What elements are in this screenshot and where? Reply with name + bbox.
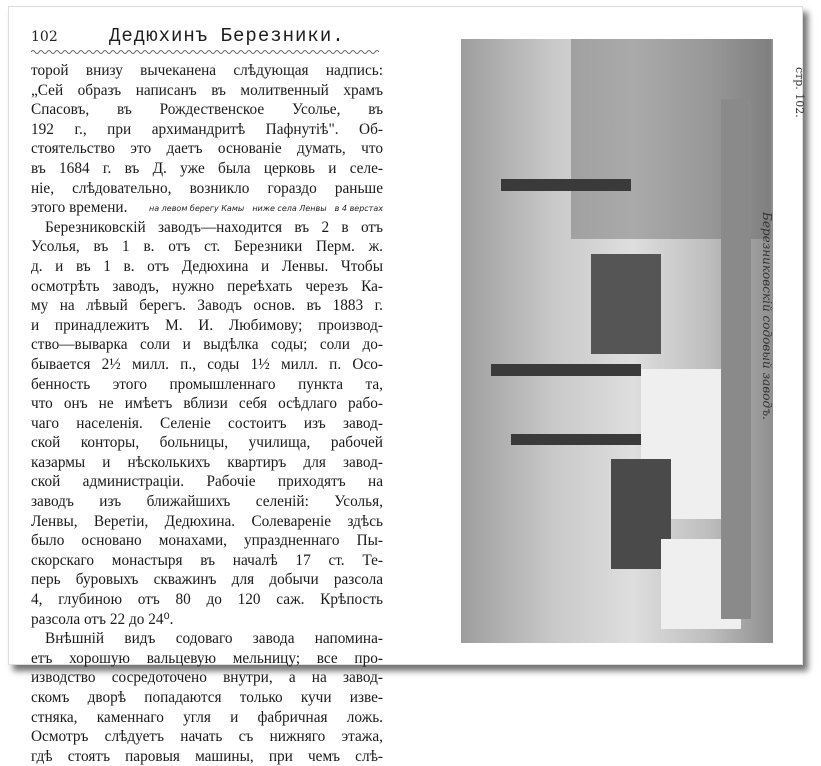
text-line: этого времени.	[31, 199, 128, 217]
text-line: разсола отъ 22 до 24⁰.	[31, 610, 174, 628]
text-line: „Сей образъ написанъ въ молитвенный храмъ	[31, 81, 383, 99]
book-page	[8, 6, 806, 765]
handwritten-note: на левом берегу Камы	[149, 204, 245, 213]
text-line: въ 1684 г. въ Д. уже была церковь и селе-	[31, 159, 383, 177]
text-line: заводъ изъ ближайшихъ селеній: Усолья,	[31, 493, 383, 511]
text-line: чаго населенія. Селеніе состоитъ изъ завод-	[31, 414, 383, 432]
text-line: было основано монахами, упраздненнаго Пы-	[31, 532, 383, 550]
text-line: что онъ не имѣетъ вблизи себя осѣдлаго рабо-	[31, 395, 383, 413]
text-line: Березниковскій заводъ—находится въ 2 в отъ	[45, 218, 383, 236]
handwritten-note: ниже села Ленвы	[252, 204, 327, 213]
text-line: ніе, слѣдовательно, возникло гораздо раньше	[31, 179, 383, 197]
text-line: му на лѣвый берегъ. Заводъ основ. въ 1883 г.	[31, 297, 383, 315]
page-number: 102	[31, 29, 58, 45]
text-line: Спасовъ, въ Рождественское Усолье, въ	[31, 101, 383, 119]
handwritten-note: в 4 верстах	[334, 204, 383, 213]
text-line: скорскаго монастыря въ началѣ 17 ст. Те-	[31, 551, 383, 569]
text-line: 4, глубиною отъ 80 до 120 саж. Крѣпость	[31, 591, 383, 609]
text-line: бывается 2½ милл. п., соды 1½ милл. п. Осо-	[31, 355, 383, 373]
text-line: осмотрѣть заводъ, нужно переѣхать черезъ Ка-	[31, 277, 383, 295]
running-title: Дедюхинъ Березники.	[109, 25, 345, 47]
text-line: бенность этого промышленнаго пункта та,	[31, 375, 383, 393]
text-line: торой внизу вычеканена слѣдующая надпись:	[31, 62, 383, 79]
text-line: Внѣшній видъ содоваго завода напомина-	[45, 630, 383, 648]
text-line: ской администраціи. Рабочіе приходятъ на	[31, 473, 383, 491]
factory-photograph	[461, 39, 773, 643]
handwritten-notes	[149, 204, 383, 214]
plate-caption: Березниковскій содовый заводъ.	[760, 212, 774, 420]
text-line: Осмотръ слѣдуетъ начать съ нижняго этажа,	[31, 728, 383, 746]
text-line: Усолья, въ 1 в. отъ ст. Березники Перм. ж.	[31, 238, 383, 256]
text-line: скомъ дворѣ попадаются только кучи изве-	[31, 689, 383, 706]
text-line: ской конторы, больницы, училища, рабочей	[31, 434, 383, 452]
text-line: стняка, каменнаго угля и фабричная ложь.	[31, 708, 383, 726]
body-text-column	[31, 61, 383, 766]
text-line: изводство сосредоточено внутри, а на завод-	[31, 669, 383, 687]
text-line: 192 г., при архимандритѣ Пафнутіѣ". Об-	[31, 120, 383, 138]
text-line: ство—выварка соли и выдѣлка соды; соли до-	[31, 336, 383, 354]
text-line: Ленвы, Веретіи, Дедюхина. Солевареніе здѣсь	[31, 512, 383, 530]
text-line: перь буровыхъ скважинъ для добычи разсола	[31, 571, 383, 589]
text-line: и принадлежитъ М. И. Любимову; производ-	[31, 316, 383, 334]
text-line: казармы и нѣсколькихъ квартиръ для завод-	[31, 453, 383, 471]
text-line: д. и въ 1 в. отъ Дедюхина и Ленвы. Чтобы	[31, 257, 383, 275]
wavy-rule-divider	[31, 49, 381, 55]
text-line: етъ хорошую вальцевую мельницу; все про-	[31, 649, 383, 667]
text-line: гдѣ стоятъ паровыя машины, при чемъ слѣ-	[31, 747, 383, 765]
text-line: стоятельство это даетъ основаніе думать, что	[31, 140, 383, 158]
plate-page-reference: стр. 102.	[793, 67, 806, 118]
